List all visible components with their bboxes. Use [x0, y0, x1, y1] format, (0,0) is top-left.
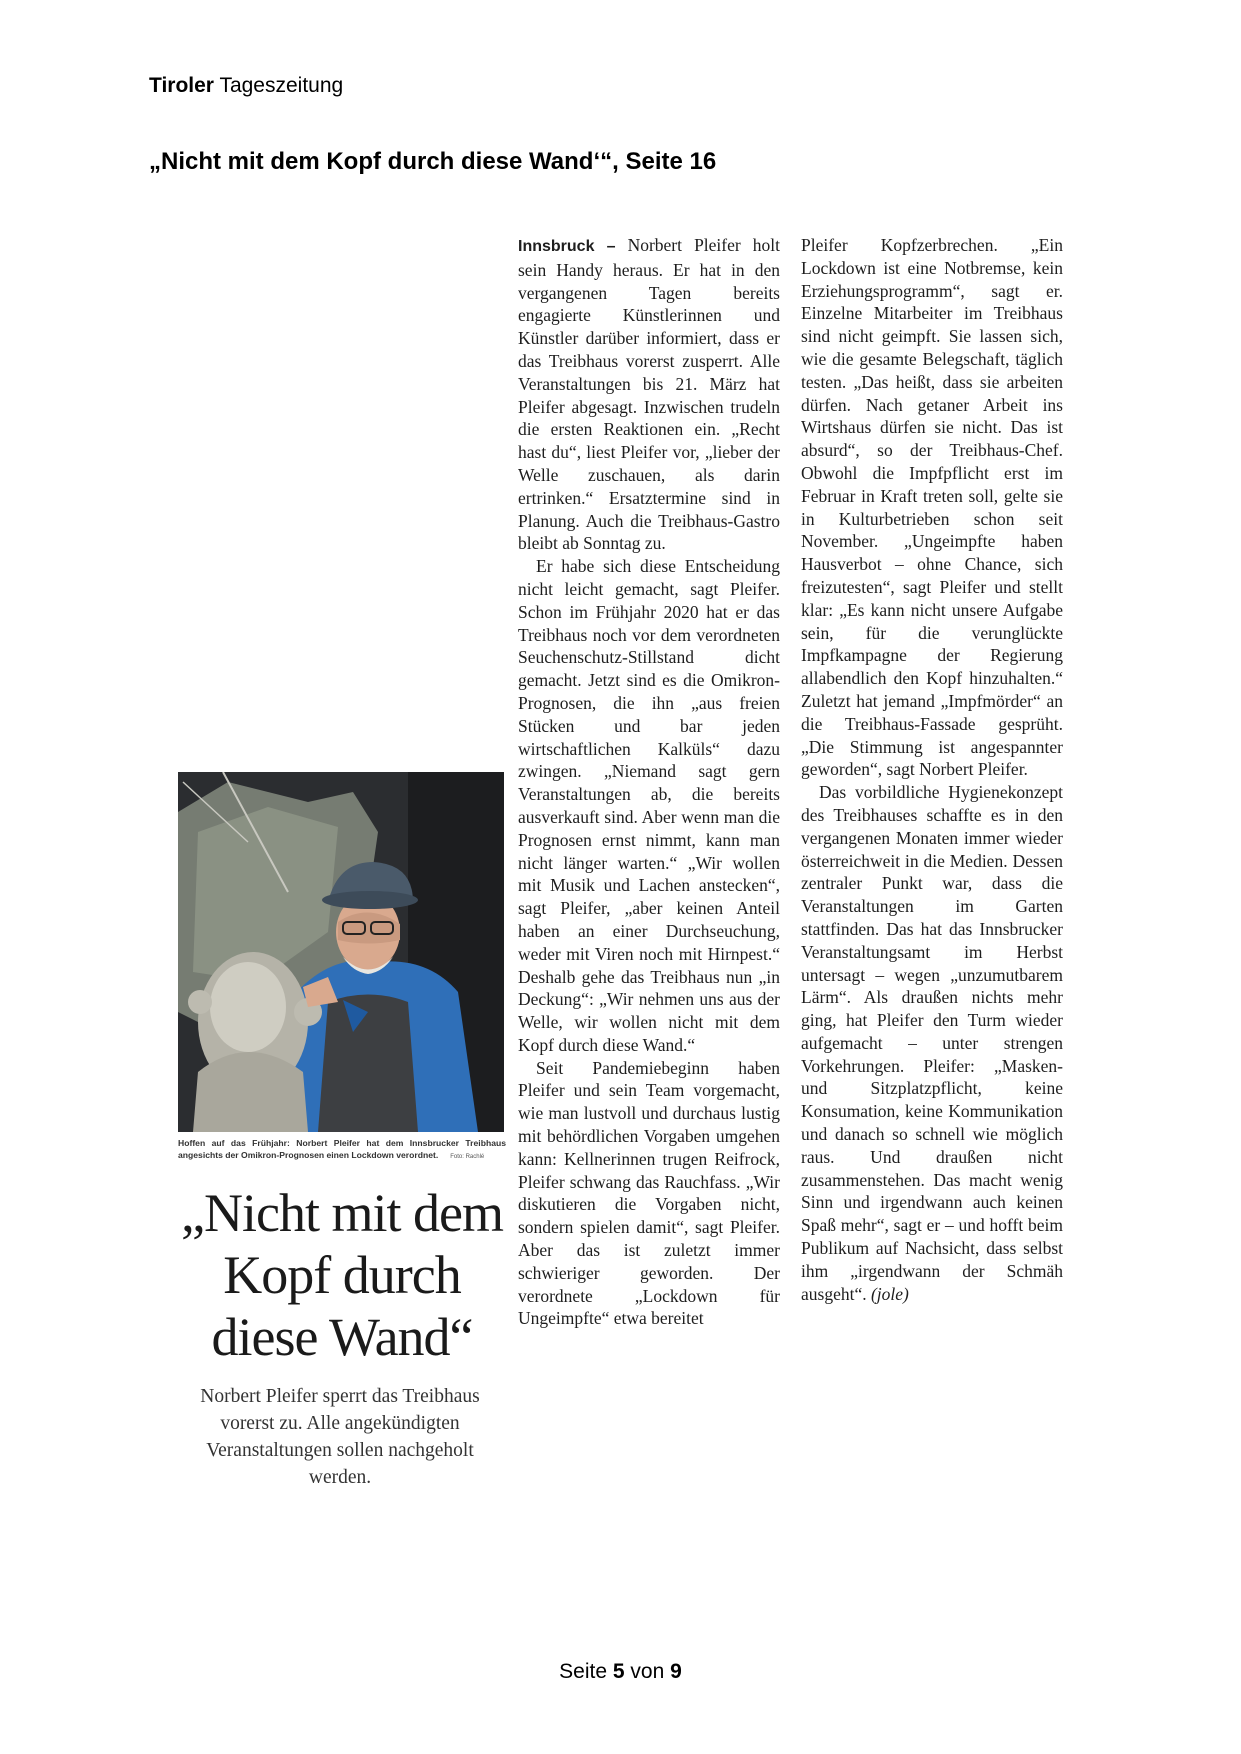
article-paragraph: Pleifer Kopfzerbrechen. „Ein Lockdown ist eine Notbremse, kein Erziehungsprogramm“, sagt er. Einzelne Mitarbeiter im Treibhaus sind nicht geimpft. Sie lassen sich, wie die gesamte Belegschaft, täglich testen. „Das heißt, dass sie arbeiten dürfen. Nach getaner Arbeit ins Wirtshaus dürfen sie nicht. Das ist absurd“, so der Treibhaus-Chef. Obwohl die Impfpflicht erst im Februar in Kraft treten soll, gelte sie in Kulturbetrieben schon seit November. „Ungeimpfte haben Hausverbot – ohne Chance, sich freizutesten“, sagt Pleifer und stellt klar: „Es kann nicht unsere Aufgabe sein, für die verunglückte Impfkampagne der Regierung allabendlich den Kopf hinzuhalten.“ Zuletzt hat jemand „Impfmörder“ an die Treibhaus-Fassade gesprüht. „Die Stimmung ist angespannter geworden“, sagt Norbert Pleifer. [801, 235, 1063, 780]
photo-credit: Foto: Rachlé [450, 1154, 485, 1160]
article-author: (jole) [870, 1283, 909, 1304]
article-headline: „Nicht mit dem Kopf durch diese Wand“ [181, 1183, 503, 1367]
article-column-1 [518, 234, 780, 1330]
footer-total-pages: 9 [670, 1660, 682, 1683]
footer-page-number: 5 [612, 1660, 625, 1683]
photo-caption [178, 1137, 506, 1163]
footer-prefix: Seite [559, 1660, 608, 1683]
article-paragraph: Er habe sich diese Entscheidung nicht leicht gemacht, sagt Pleifer. Schon im Frühjahr 2020 hat er das Treibhaus noch vor dem verordneten Seuchenschutz-Stillstand dicht gemacht. Jetzt sind es die Omikron-Prognosen, die ihn „aus freien Stücken und bar jeden wirtschaftlichen Kalküls“ dazu zwingen. „Niemand sagt gern Veranstaltungen ab, die bereits ausverkauft sind. Aber wenn man die Prognosen ernst nimmt, kann man nicht länger warten.“ „Wir wollen mit Musik und Lachen anstecken“, sagt Pleifer, „aber keinen Anteil haben an einer Durchseuchung, weder mit Viren noch mit Hirnpest.“ Deshalb gehe das Treibhaus nun „in Deckung“: „Wir nehmen uns aus der Welle, wir wollen nicht mit dem Kopf durch diese Wand.“ [518, 556, 780, 1055]
article-photo [178, 772, 504, 1132]
paragraph-text: Norbert Pleifer holt sein Handy heraus. Er hat in den vergangenen Tagen bereits engagierte Künstlerinnen und Künstler darüber informiert, dass er das Treibhaus vorerst zusperrt. Alle Veranstaltungen bis 21. März hat Pleifer abgesagt. Inzwischen trudeln die ersten Reaktionen ein. „Recht hast du“, liest Pleifer vor, „lieber der Welle zuschauen, als darin ertrinken.“ Ersatztermine sind in Planung. Auch die Treibhaus-Gastro bleibt ab Sonntag zu. [518, 235, 781, 554]
publication-header [149, 74, 343, 98]
article-paragraph: Seit Pandemiebeginn haben Pleifer und sein Team vorgemacht, wie man lustvoll und durchaus lustig mit behördlichen Vorgaben umgehen kann: Kellnerinnen trugen Reifrock, Pleifer schwang das Rauchfass. „Wir diskutieren die Vorgaben nicht, sondern spielen damit“, sagt Pleifer. Aber das ist zuletzt immer schwieriger geworden. Der verordnete „Lockdown für Ungeimpfte“ etwa bereitet [518, 1057, 780, 1329]
caption-text: Hoffen auf das Frühjahr: Norbert Pleifer hat dem Innsbrucker Treibhaus angesichts der Omikron-Prognosen einen Lockdown verordnet. [178, 1138, 506, 1160]
paragraph-text: Das vorbildliche Hygienekonzept des Treibhauses schaffte es in den vergangenen Monaten immer wieder österreichweit in die Medien. Dessen zentraler Punkt war, dass die Veranstaltungen im Garten stattfinden. Das hat das Innsbrucker Veranstaltungsamt im Herbst untersagt – wegen „unzumutbarem Lärm“. Als draußen nichts mehr ging, hat Pleifer den Turm wieder aufgemacht – unter strengen Vorkehrungen. Pleifer: „Masken- und Sitzplatzpflicht, keine Konsumation, keine Kommunikation und danach so schnell wie möglich raus. Und draußen nicht zusammenstehen. Das macht wenig Sinn und irgendwann auch keinen Spaß mehr“, sagt er – und hofft beim Publikum auf Nachsicht, dass selbst ihm „irgendwann der Schmäh ausgeht“. [801, 782, 1063, 1304]
article-paragraph [518, 234, 780, 555]
publication-name-bold: Tiroler [149, 74, 214, 97]
article-paragraph [801, 781, 1063, 1305]
photo-illustration [178, 772, 504, 1132]
article-subheadline: Norbert Pleifer sperrt das Treibhaus vorerst zu. Alle angekündigten Veranstaltungen sollen nachgeholt werden. [200, 1386, 480, 1488]
article-dateline: Innsbruck – [518, 238, 616, 255]
document-title: „Nicht mit dem Kopf durch diese Wand‘“, Seite 16 [149, 148, 717, 175]
page-footer [0, 1660, 1241, 1684]
publication-name-rest: Tageszeitung [219, 74, 344, 97]
footer-middle: von [630, 1660, 665, 1683]
article-column-2 [801, 234, 1063, 1305]
